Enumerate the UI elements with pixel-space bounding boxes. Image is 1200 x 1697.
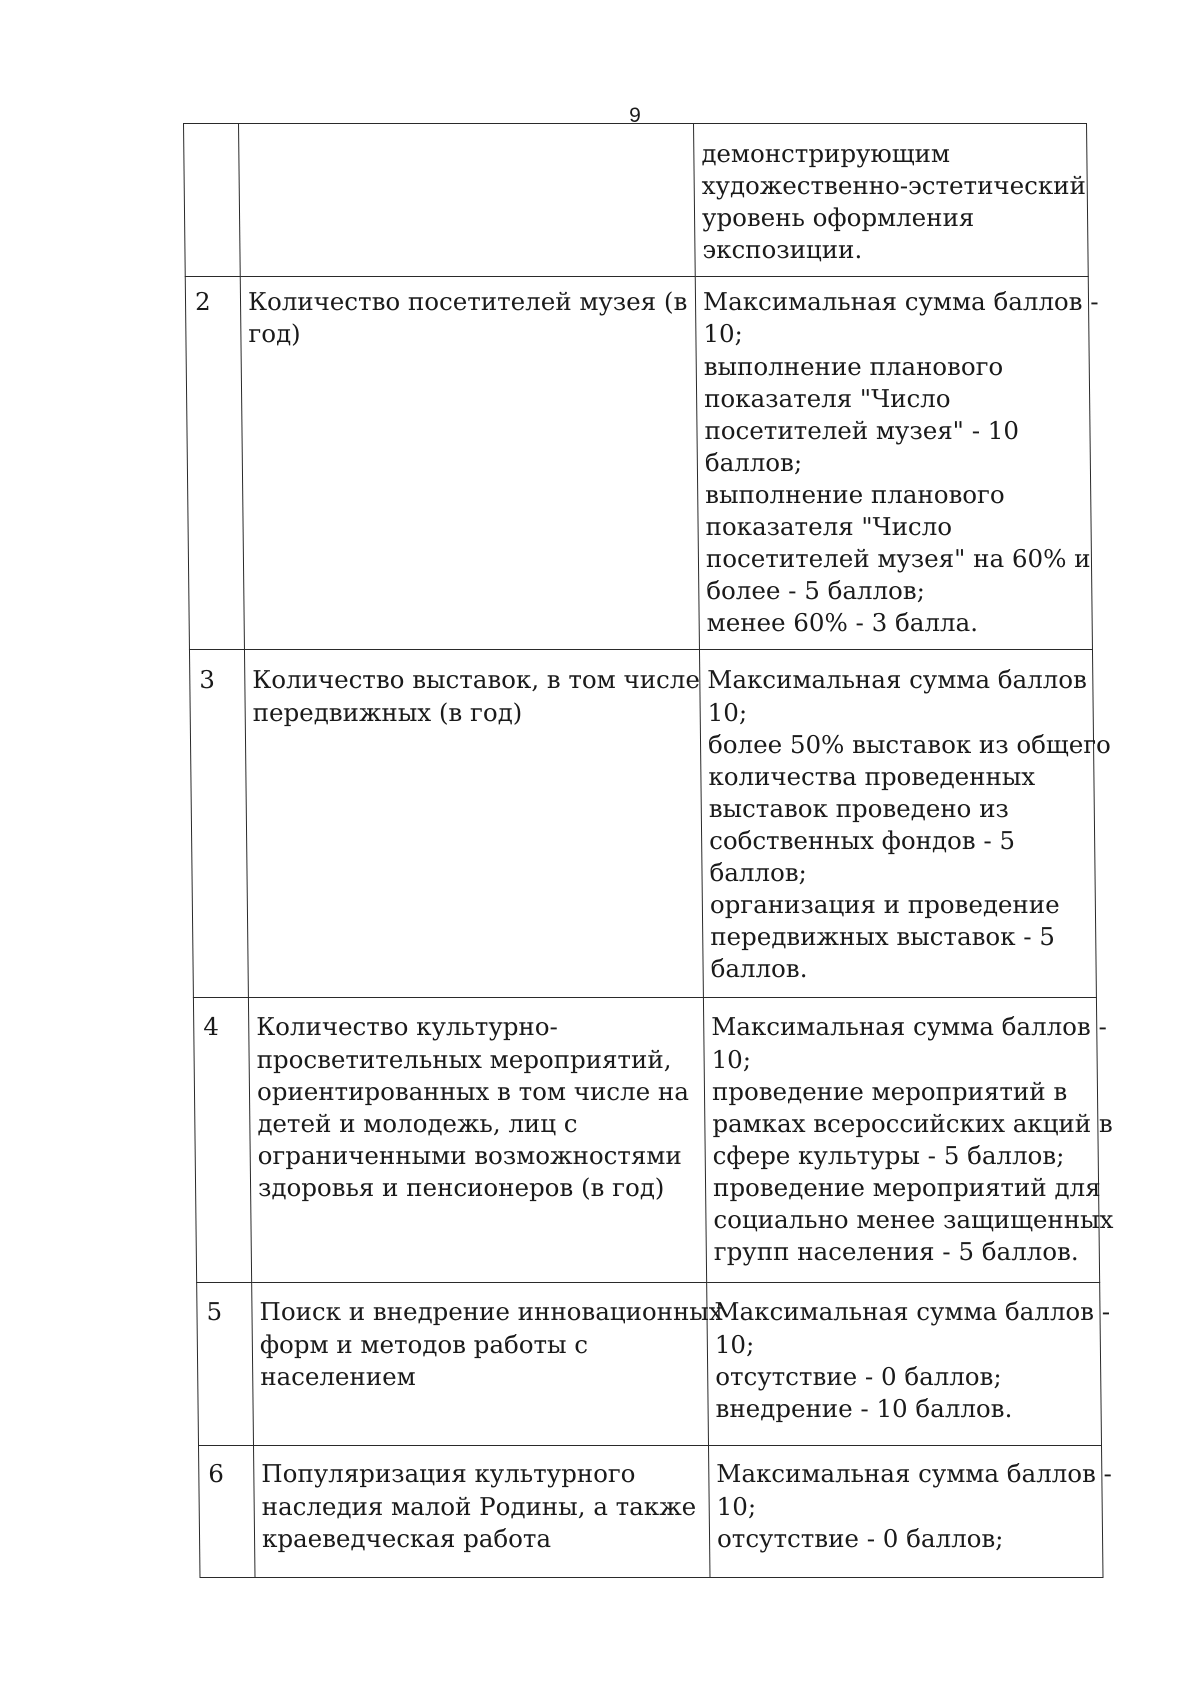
criteria-line: Максимальная сумма баллов - — [702, 287, 1099, 317]
criteria-line: 10; — [703, 319, 743, 349]
indicator-name — [254, 1446, 710, 1578]
indicator-name — [240, 277, 699, 650]
criteria-line: экспозиции. — [702, 235, 863, 265]
table-row — [193, 998, 1099, 1283]
indicator-name-line: Количество культурно- — [256, 1012, 558, 1042]
criteria-line: отсутствие - 0 баллов; — [716, 1523, 1004, 1553]
indicator-name-line: просветительных мероприятий, — [256, 1044, 672, 1074]
criteria-line: 10; — [707, 697, 748, 727]
indicator-name-line: краеведческая работа — [261, 1523, 552, 1553]
criteria-line: более 50% выставок из общего — [707, 729, 1111, 759]
evaluation-criteria — [707, 1283, 1111, 1446]
criteria-line: демонстрирующим — [701, 139, 951, 168]
criteria-line: сфере культуры - 5 баллов; — [712, 1140, 1065, 1170]
indicator-name — [252, 1283, 723, 1446]
evaluation-criteria — [694, 124, 1089, 277]
criteria-line: баллов; — [709, 857, 807, 887]
evaluation-criteria — [709, 1446, 1113, 1578]
criteria-line: Максимальная сумма баллов - — [711, 1012, 1107, 1042]
row-number: 4 — [193, 998, 251, 1283]
indicator-name — [248, 998, 706, 1283]
indicator-name-line: форм и методов работы с — [259, 1329, 589, 1359]
row-number: 2 — [185, 277, 244, 650]
indicator-name-line: год) — [248, 319, 301, 349]
criteria-line: групп населения - 5 баллов. — [713, 1237, 1079, 1267]
criteria-line: передвижных выставок - 5 — [710, 922, 1056, 952]
indicator-name-line: Количество посетителей музея (в — [247, 287, 688, 317]
criteria-line: социально менее защищенных — [713, 1204, 1114, 1234]
row-number: 3 — [189, 650, 248, 998]
criteria-line: 10; — [716, 1491, 757, 1521]
row-number — [184, 124, 241, 277]
indicator-name-line: Количество выставок, в том числе — [252, 665, 701, 695]
criteria-line: выполнение планового — [703, 351, 1004, 381]
table-row — [185, 277, 1092, 650]
indicator-name — [239, 124, 696, 277]
evaluation-criteria — [699, 650, 1111, 998]
indicator-name-line: ограниченными возможностями — [257, 1140, 682, 1170]
criteria-line: проведение мероприятий для — [712, 1172, 1101, 1202]
criteria-line: посетителей музея" на 60% и — [705, 544, 1091, 574]
criteria-table — [183, 123, 1114, 1578]
criteria-line: внедрение - 10 баллов. — [715, 1393, 1013, 1423]
evaluation-criteria — [695, 277, 1099, 650]
row-number: 6 — [199, 1446, 255, 1578]
criteria-line: количества проведенных — [708, 761, 1036, 791]
criteria-line: баллов. — [710, 954, 808, 984]
indicator-name — [244, 650, 703, 998]
criteria-line: отсутствие - 0 баллов; — [715, 1361, 1002, 1391]
criteria-line: художественно-эстетический — [701, 171, 1087, 201]
table-row — [189, 650, 1096, 998]
table-row — [184, 124, 1089, 277]
criteria-line: баллов; — [704, 447, 803, 477]
indicator-name-line: ориентированных в том числе на — [256, 1076, 689, 1106]
criteria-line: выполнение планового — [705, 479, 1005, 509]
evaluation-criteria — [703, 998, 1114, 1283]
criteria-line: Максимальная сумма баллов — [707, 665, 1087, 695]
criteria-line: показателя "Число — [705, 512, 953, 542]
indicator-name-line: наследия малой Родины, а также — [261, 1491, 697, 1521]
indicator-name-line: Популяризация культурного — [261, 1459, 636, 1489]
criteria-line: выставок проведено из — [708, 793, 1009, 823]
criteria-line: 10; — [714, 1329, 755, 1359]
indicator-name-line: передвижных (в год) — [252, 697, 523, 727]
criteria-line: рамках всероссийских акций в — [712, 1108, 1113, 1138]
criteria-line: уровень оформления — [701, 203, 975, 233]
row-number: 5 — [197, 1283, 254, 1446]
indicator-name-line: населением — [260, 1361, 416, 1391]
indicator-name-line: здоровья и пенсионеров (в год) — [257, 1172, 665, 1202]
indicator-name-line: детей и молодежь, лиц с — [257, 1108, 578, 1138]
criteria-line: собственных фондов - 5 — [708, 825, 1016, 855]
criteria-line: Максимальная сумма баллов - — [716, 1459, 1113, 1489]
page-number: 9 — [629, 104, 641, 127]
criteria-line: организация и проведение — [709, 890, 1060, 920]
table-row — [199, 1446, 1103, 1578]
criteria-line: менее 60% - 3 балла. — [706, 608, 979, 638]
criteria-line: более - 5 баллов; — [706, 576, 926, 606]
criteria-line: проведение мероприятий в — [711, 1076, 1068, 1106]
criteria-line: показателя "Число — [703, 383, 951, 413]
criteria-line: 10; — [711, 1044, 752, 1074]
table-wrapper — [183, 123, 1114, 1578]
indicator-name-line: Поиск и внедрение инновационных — [259, 1297, 723, 1327]
criteria-line: Максимальная сумма баллов - — [714, 1297, 1111, 1327]
table-row — [197, 1283, 1102, 1446]
criteria-line: посетителей музея" - 10 — [704, 415, 1020, 445]
criteria-table-body — [184, 124, 1114, 1578]
